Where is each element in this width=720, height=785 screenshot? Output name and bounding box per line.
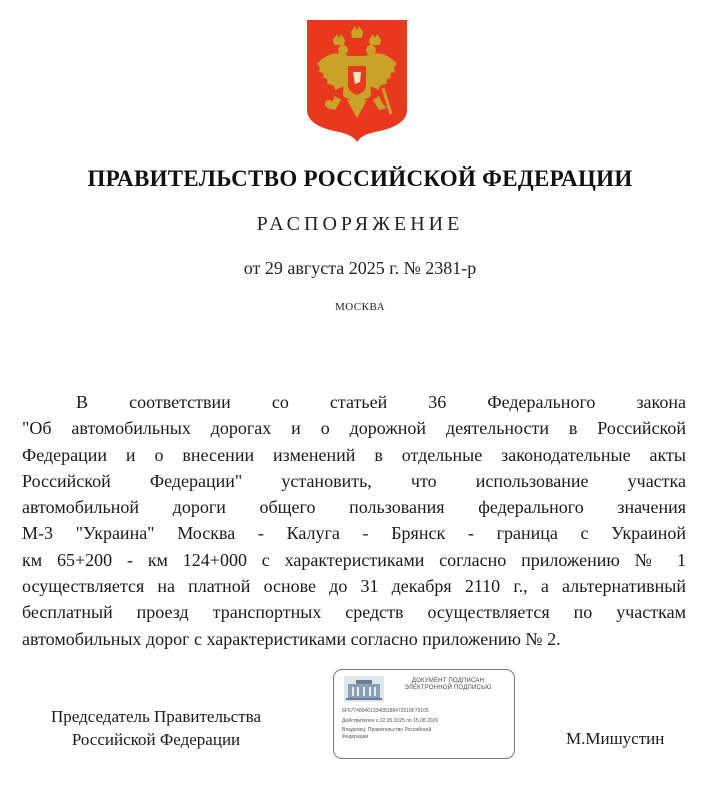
order-text-line: осуществляется на платной основе до 31 декабря 2110 г., а альтернативный <box>22 576 686 597</box>
signer-title-line: Российской Федерации <box>71 730 241 749</box>
order-text-line: Российской Федерации" установить, что использование участка <box>22 470 686 491</box>
signer-title <box>26 705 286 751</box>
stamp-validity: Действителен с 22.05.2025 по 15.08.2026 <box>342 718 439 724</box>
stamp-owner: Владелец: Правительство Российской <box>342 727 432 733</box>
order-text-line: В соответствии со статьей 36 Федерального закона <box>76 392 686 412</box>
order-text-line: "Об автомобильных дорогах и о дорожной деятельности в Российской <box>22 418 686 439</box>
stamp-header-line: ДОКУМЕНТ ПОДПИСАН <box>411 678 485 684</box>
state-emblem-icon <box>305 18 409 142</box>
order-text-line: автомобильных дорог с характеристиками согласно приложению № 2. <box>22 628 561 649</box>
document-city: МОСКВА <box>334 301 386 313</box>
order-text-line: М-3 "Украина" Москва - Калуга - Брянск - граница с Украиной <box>22 523 686 544</box>
government-title: ПРАВИТЕЛЬСТВО РОССИЙСКОЙ ФЕДЕРАЦИИ <box>87 166 633 191</box>
stamp-header <box>386 678 510 692</box>
order-text-line: Федерации и о внесении изменений в отдельные законодательные акты <box>22 444 686 465</box>
order-text-line: км 65+200 - км 124+000 с характеристиками согласно приложению № 1 <box>22 549 686 570</box>
government-building-icon <box>344 676 384 702</box>
order-text <box>22 389 686 652</box>
signer-title-line: Председатель Правительства <box>50 707 262 726</box>
document-type: РАСПОРЯЖЕНИЕ <box>256 213 464 235</box>
order-text-line: бесплатный проезд транспортных средств осуществляется по участкам <box>22 602 686 623</box>
signer-name: М.Мишустин <box>566 729 665 748</box>
document-date-number: от 29 августа 2025 г. № 2381-р <box>243 258 477 278</box>
order-text-line: автомобильной дороги общего пользования федерального значения <box>22 497 686 518</box>
stamp-certificate: 6F67748040133408188472610F79105 <box>342 708 429 714</box>
stamp-header-line: ЭЛЕКТРОННОЙ ПОДПИСЬЮ <box>404 685 492 691</box>
electronic-signature-stamp <box>333 669 515 759</box>
stamp-owner: Федерации <box>342 734 369 740</box>
